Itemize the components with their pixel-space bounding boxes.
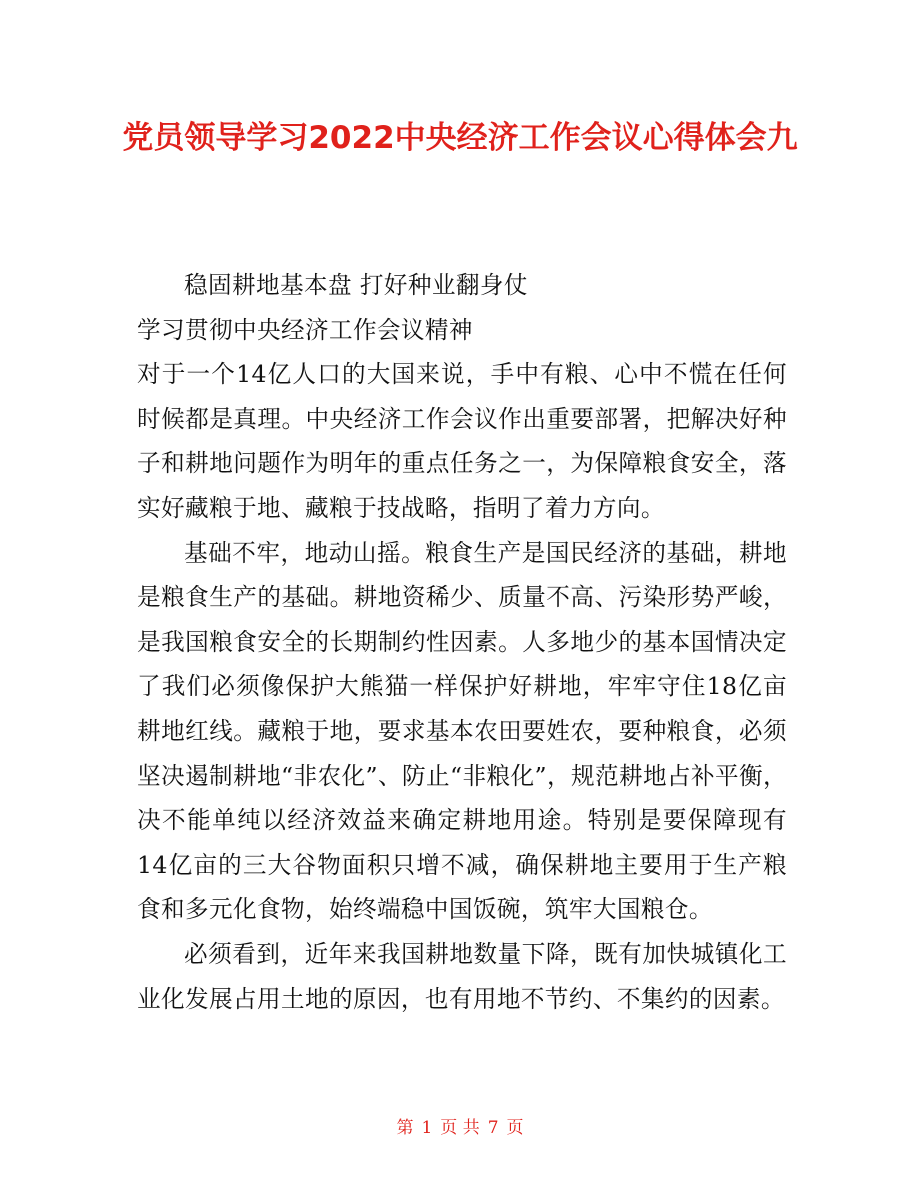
footer-total-pages: 7: [487, 1118, 499, 1138]
subheading: 学习贯彻中央经济工作会议精神: [137, 315, 473, 344]
footer-middle: 页 共: [440, 1118, 480, 1138]
page-footer: [0, 1113, 920, 1138]
paragraph-3: 必须看到，近年来我国耕地数量下降，既有加快城镇化工业化发展占用土地的原因，也有用地不节约、不集约的因素。: [137, 939, 787, 1013]
paragraph-1: 对于一个14亿人口的大国来说，手中有粮、心中不慌在任何时候都是真理。中央经济工作会议作出重要部署，把解决好种子和耕地问题作为明年的重点任务之一，为保障粮食安全，落实好藏粮于地、藏粮于技战略，指明了着力方向。: [137, 360, 787, 522]
paragraph-2: 基础不牢，地动山摇。粮食生产是国民经济的基础，耕地是粮食生产的基础。耕地资稀少、质量不高、污染形势严峻，是我国粮食安全的长期制约性因素。人多地少的基本国情决定了我们必须像保护大熊猫一样保护好耕地，牢牢守住18亿亩耕地红线。藏粮于地，要求基本农田要姓农，要种粮食，必须坚决遏制耕地“非农化”、防止“非粮化”，规范耕地占补平衡，决不能单纯以经济效益来确定耕地用途。特别是要保障现有14亿亩的三大谷物面积只增不减，确保耕地主要用于生产粮食和多元化食物，始终端稳中国饭碗，筑牢大国粮仓。: [137, 538, 787, 924]
subtitle: 稳固耕地基本盘 打好种业翻身仗: [184, 271, 528, 299]
document-title: 党员领导学习2022中央经济工作会议心得体会九: [122, 120, 798, 156]
footer-page-number: 1: [421, 1118, 433, 1138]
document-body: [137, 263, 787, 1021]
footer-suffix: 页: [506, 1118, 524, 1138]
footer-prefix: 第: [396, 1118, 414, 1138]
